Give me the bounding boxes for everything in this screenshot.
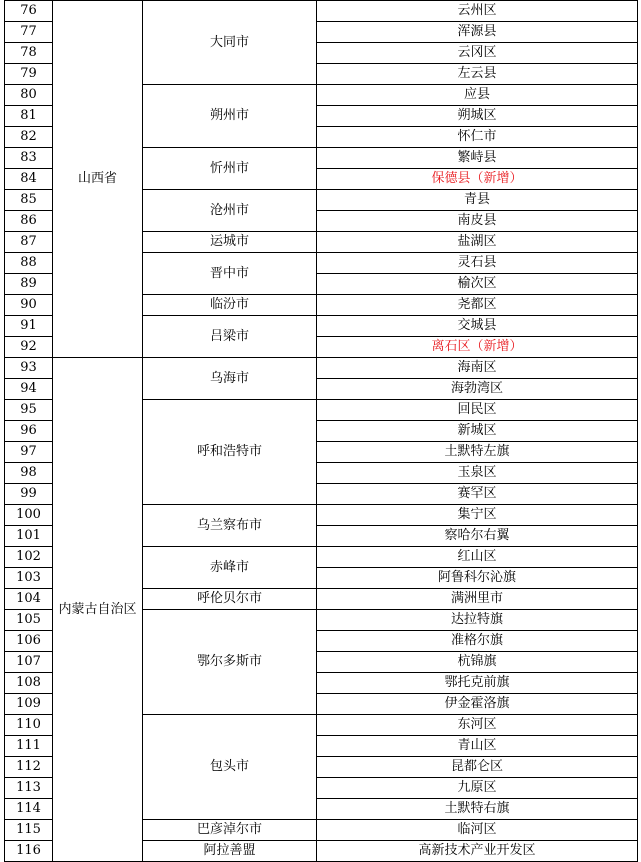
city-cell: 吕梁市 <box>143 316 317 358</box>
county-cell: 玉泉区 <box>317 463 638 484</box>
province-cell: 内蒙古自治区 <box>53 358 143 862</box>
row-number: 112 <box>5 757 53 778</box>
row-number: 88 <box>5 253 53 274</box>
county-cell: 左云县 <box>317 64 638 85</box>
row-number: 98 <box>5 463 53 484</box>
county-cell: 怀仁市 <box>317 127 638 148</box>
county-cell: 昆都仑区 <box>317 757 638 778</box>
row-number: 80 <box>5 85 53 106</box>
row-number: 116 <box>5 841 53 862</box>
city-cell: 忻州市 <box>143 148 317 190</box>
county-cell: 新城区 <box>317 421 638 442</box>
row-number: 86 <box>5 211 53 232</box>
row-number: 91 <box>5 316 53 337</box>
county-cell: 尧都区 <box>317 295 638 316</box>
county-cell: 繁峙县 <box>317 148 638 169</box>
county-cell: 青县 <box>317 190 638 211</box>
row-number: 95 <box>5 400 53 421</box>
row-number: 85 <box>5 190 53 211</box>
county-cell: 鄂托克前旗 <box>317 673 638 694</box>
row-number: 111 <box>5 736 53 757</box>
county-cell: 阿鲁科尔沁旗 <box>317 568 638 589</box>
row-number: 78 <box>5 43 53 64</box>
county-cell: 云冈区 <box>317 43 638 64</box>
city-cell: 乌兰察布市 <box>143 505 317 547</box>
row-number: 96 <box>5 421 53 442</box>
city-cell: 阿拉善盟 <box>143 841 317 862</box>
table-row <box>5 1 638 22</box>
county-cell: 南皮县 <box>317 211 638 232</box>
region-table-body <box>5 1 638 862</box>
city-cell: 乌海市 <box>143 358 317 400</box>
row-number: 90 <box>5 295 53 316</box>
city-cell: 巴彦淖尔市 <box>143 820 317 841</box>
row-number: 114 <box>5 799 53 820</box>
county-cell: 交城县 <box>317 316 638 337</box>
row-number: 109 <box>5 694 53 715</box>
city-cell: 运城市 <box>143 232 317 253</box>
city-cell: 沧州市 <box>143 190 317 232</box>
county-cell: 满洲里市 <box>317 589 638 610</box>
county-cell: 红山区 <box>317 547 638 568</box>
county-cell: 海勃湾区 <box>317 379 638 400</box>
row-number: 81 <box>5 106 53 127</box>
row-number: 82 <box>5 127 53 148</box>
region-table <box>4 0 638 862</box>
row-number: 94 <box>5 379 53 400</box>
city-cell: 鄂尔多斯市 <box>143 610 317 715</box>
region-table-container <box>4 0 637 862</box>
county-cell: 达拉特旗 <box>317 610 638 631</box>
table-row <box>5 358 638 379</box>
row-number: 92 <box>5 337 53 358</box>
row-number: 101 <box>5 526 53 547</box>
county-cell: 杭锦旗 <box>317 652 638 673</box>
row-number: 102 <box>5 547 53 568</box>
county-cell: 赛罕区 <box>317 484 638 505</box>
county-cell: 盐湖区 <box>317 232 638 253</box>
county-cell: 临河区 <box>317 820 638 841</box>
row-number: 103 <box>5 568 53 589</box>
city-cell: 临汾市 <box>143 295 317 316</box>
row-number: 84 <box>5 169 53 190</box>
county-cell: 榆次区 <box>317 274 638 295</box>
county-cell: 灵石县 <box>317 253 638 274</box>
row-number: 113 <box>5 778 53 799</box>
county-cell: 九原区 <box>317 778 638 799</box>
row-number: 97 <box>5 442 53 463</box>
row-number: 110 <box>5 715 53 736</box>
county-cell: 土默特左旗 <box>317 442 638 463</box>
county-cell: 朔城区 <box>317 106 638 127</box>
row-number: 107 <box>5 652 53 673</box>
province-cell: 山西省 <box>53 1 143 358</box>
row-number: 77 <box>5 22 53 43</box>
county-cell: 海南区 <box>317 358 638 379</box>
city-cell: 呼伦贝尔市 <box>143 589 317 610</box>
city-cell: 大同市 <box>143 1 317 85</box>
row-number: 89 <box>5 274 53 295</box>
city-cell: 赤峰市 <box>143 547 317 589</box>
row-number: 87 <box>5 232 53 253</box>
city-cell: 晋中市 <box>143 253 317 295</box>
row-number: 83 <box>5 148 53 169</box>
county-cell: 伊金霍洛旗 <box>317 694 638 715</box>
county-cell: 浑源县 <box>317 22 638 43</box>
county-cell: 高新技术产业开发区 <box>317 841 638 862</box>
row-number: 76 <box>5 1 53 22</box>
row-number: 93 <box>5 358 53 379</box>
city-cell: 朔州市 <box>143 85 317 148</box>
county-cell: 青山区 <box>317 736 638 757</box>
row-number: 108 <box>5 673 53 694</box>
county-cell: 察哈尔右翼 <box>317 526 638 547</box>
county-cell: 回民区 <box>317 400 638 421</box>
county-cell-new: 保德县（新增） <box>317 169 638 190</box>
city-cell: 包头市 <box>143 715 317 820</box>
row-number: 100 <box>5 505 53 526</box>
county-cell: 土默特右旗 <box>317 799 638 820</box>
county-cell: 集宁区 <box>317 505 638 526</box>
county-cell: 准格尔旗 <box>317 631 638 652</box>
row-number: 99 <box>5 484 53 505</box>
row-number: 105 <box>5 610 53 631</box>
county-cell: 东河区 <box>317 715 638 736</box>
row-number: 79 <box>5 64 53 85</box>
county-cell: 云州区 <box>317 1 638 22</box>
row-number: 104 <box>5 589 53 610</box>
county-cell-new: 离石区（新增） <box>317 337 638 358</box>
row-number: 115 <box>5 820 53 841</box>
row-number: 106 <box>5 631 53 652</box>
county-cell: 应县 <box>317 85 638 106</box>
city-cell: 呼和浩特市 <box>143 400 317 505</box>
